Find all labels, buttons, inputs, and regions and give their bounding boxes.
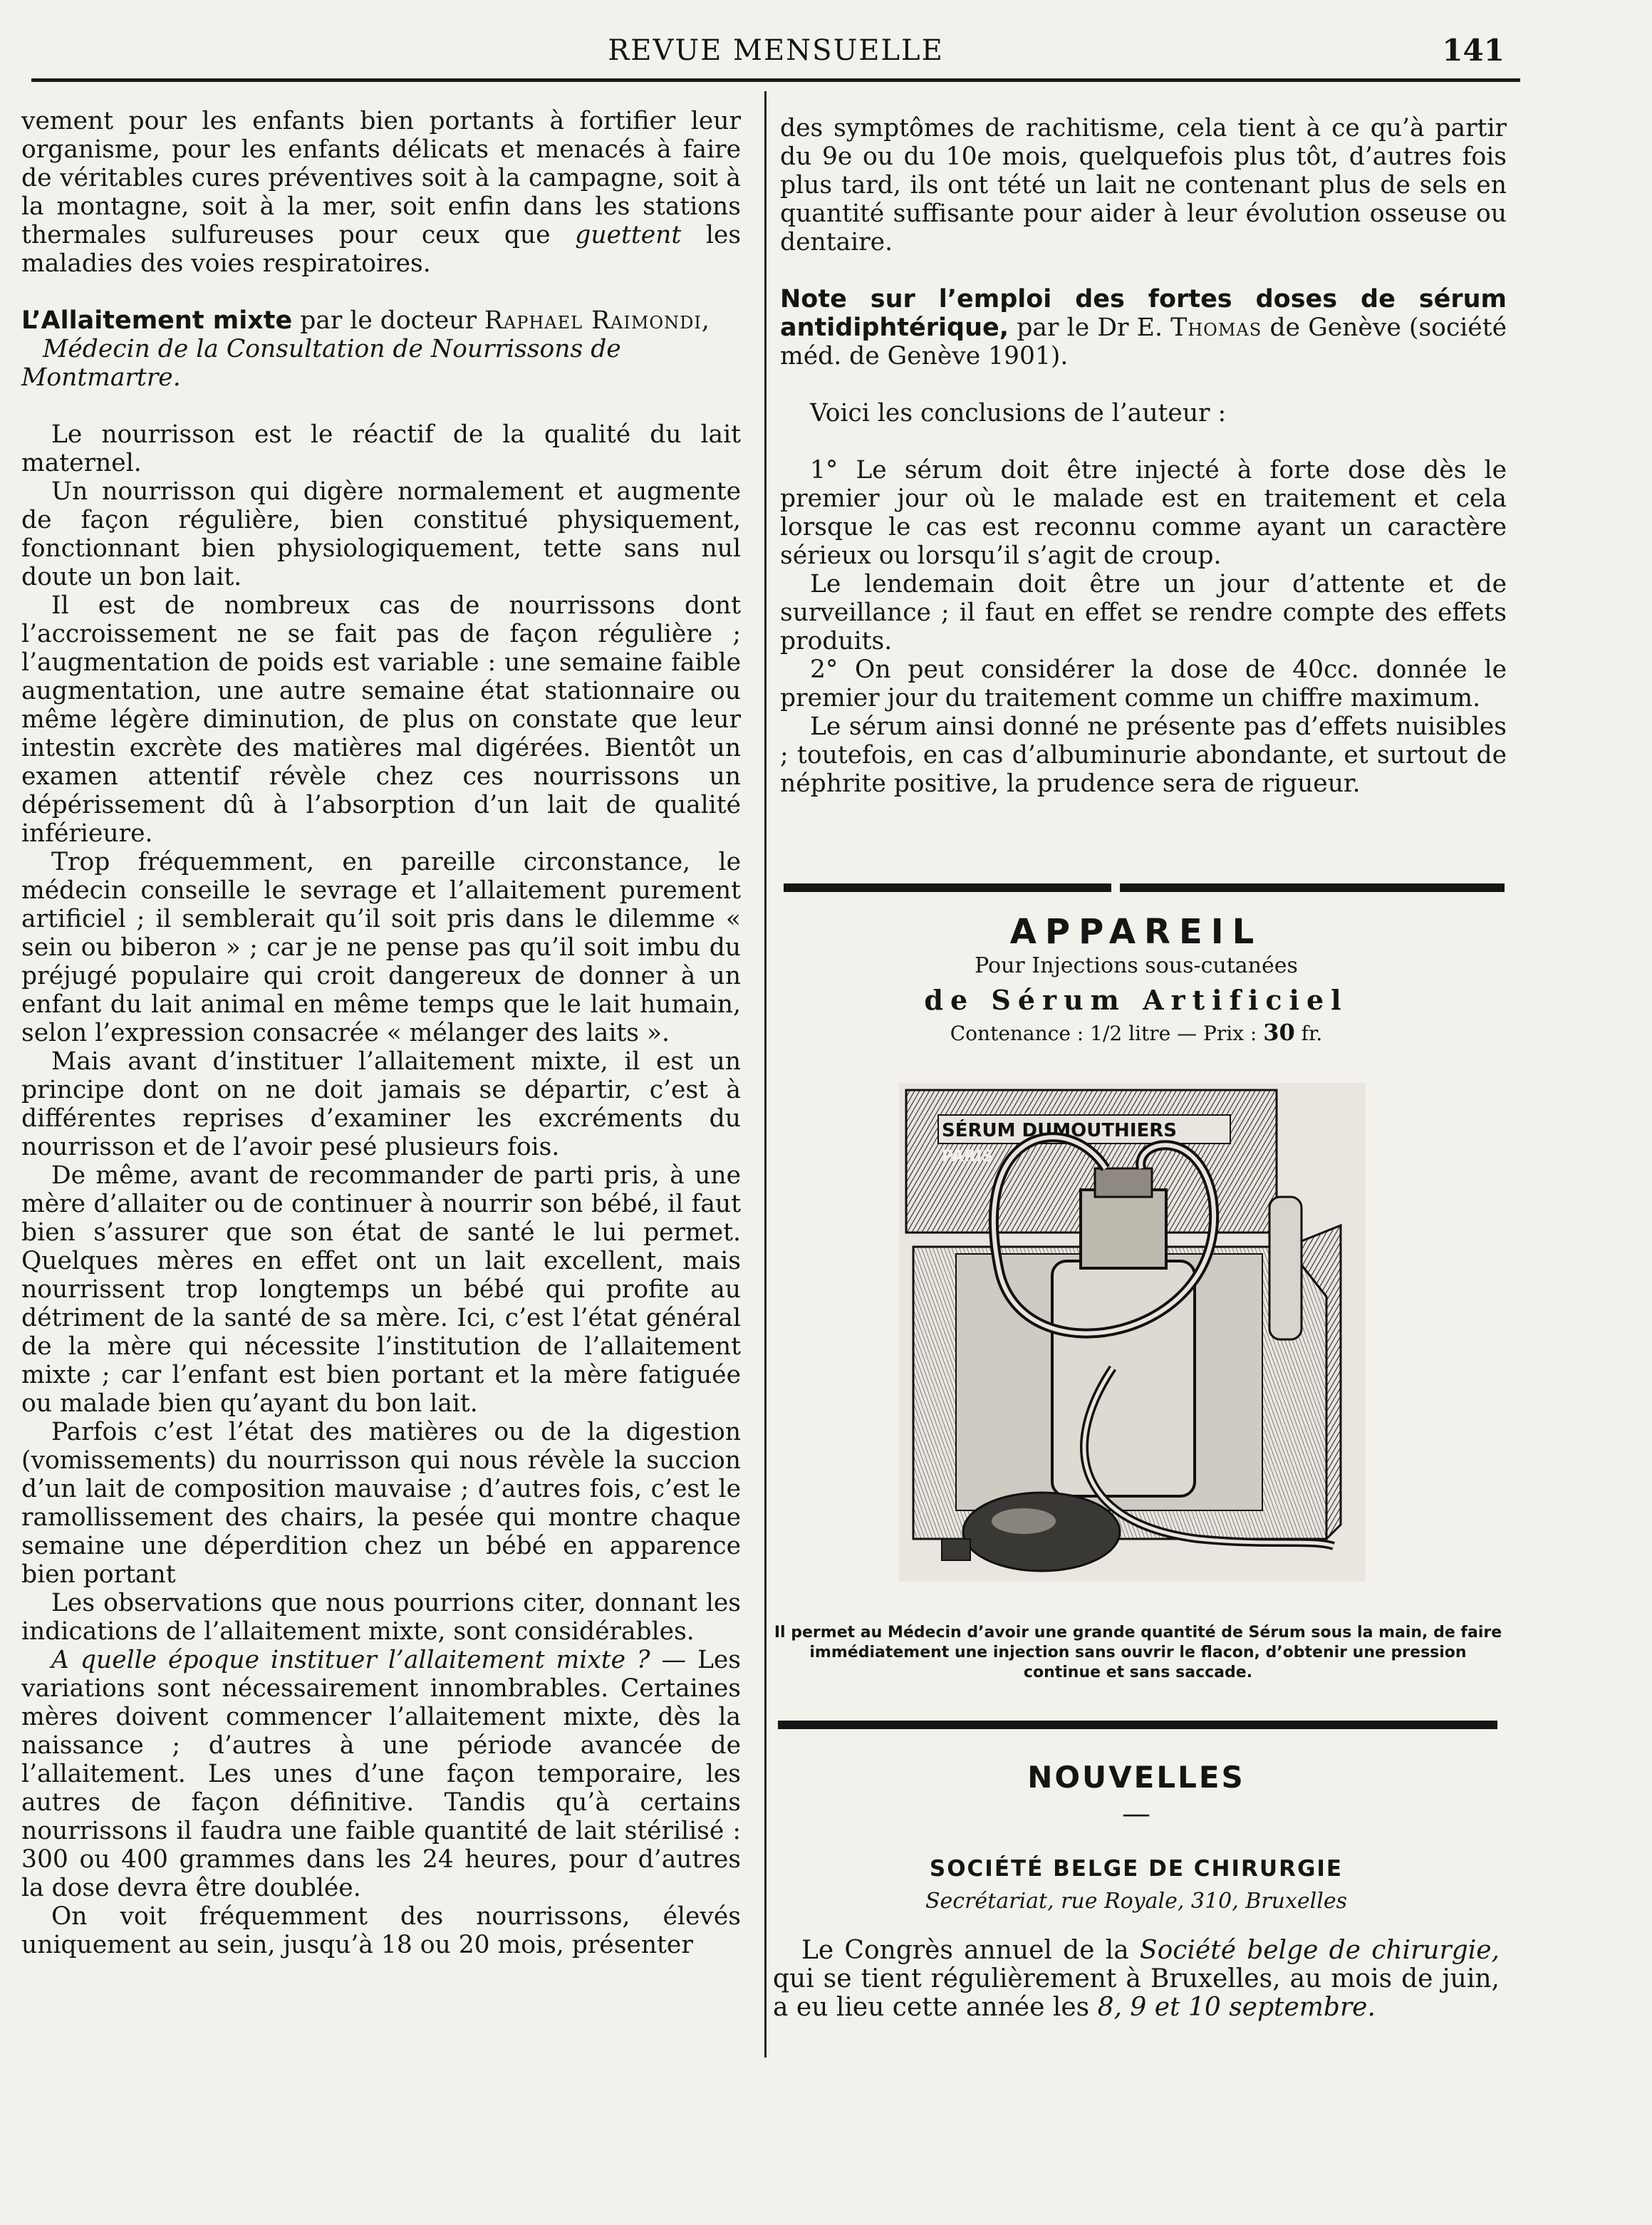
- article-heading: L’Allaitement mixte par le docteur Raphael Raimondi, Médecin de la Consultation de Nourrissons de Montmartre.: [21, 306, 710, 392]
- note-title: Note sur l’emploi des fortes doses de sérum antidiphtérique,: [780, 285, 1507, 342]
- advertisement: [773, 905, 1500, 1046]
- paragraph: Le lendemain doit être un jour d’attente et de surveillance ; il faut en effet se rendre compte des effets produits.: [780, 570, 1507, 655]
- note-author: Thomas: [1170, 313, 1262, 342]
- paragraph: 1° Le sérum doit être injecté à forte dose dès le premier jour où le malade est en traitement et cela lorsque le cas est reconnu comme ayant un caractère sérieux ou lorsqu’il s’agit de croup.: [780, 456, 1507, 570]
- ad-title: APPAREIL: [1009, 912, 1263, 952]
- news-paragraph: Le Congrès annuel de la Société belge de chirurgie, qui se tient régulièrement à Bruxelles, au mois de juin, a eu lieu cette année les 8, 9 et 10 septembre.: [773, 1936, 1500, 2022]
- ad-price: 30: [1263, 1019, 1295, 1046]
- paragraph: Mais avant d’instituer l’allaitement mixte, il est un principe dont on ne doit jamais se départir, c’est à différentes reprises d’examiner les excréments du nourrisson et de l’avoir pesé plusieurs fois.: [21, 1047, 741, 1161]
- article-title: L’Allaitement mixte: [21, 306, 293, 335]
- paragraph: On voit fréquemment des nourrissons, élevés uniquement au sein, jusqu’à 18 ou 20 mois, présenter: [21, 1902, 741, 1959]
- box-label-brand: SÉRUM DUMOUTHIERS: [942, 1120, 1178, 1141]
- ad-caption: Il permet au Médecin d’avoir une grande quantité de Sérum sous la main, de faire immédiatement une injection sans ouvrir le flacon, d’obtenir une pression continue et sans saccade.: [774, 1624, 1502, 1681]
- box-label-city: PARIS: [942, 1148, 994, 1166]
- ad-top-rule-right: [1120, 883, 1505, 892]
- news-heading: NOUVELLES: [1027, 1760, 1245, 1795]
- running-header: [31, 28, 1520, 82]
- ad-top-rule-left: [784, 883, 1111, 892]
- intro-paragraph: vement pour les enfants bien portants à fortifier leur organisme, pour les enfants délicats et menacés à faire de véritables cures préventives soit à la campagne, soit à la montagne, soit à la mer, soit enfin dans les stations thermales sulfureuses pour ceux que guettent les maladies des voies respiratoires.: [21, 107, 742, 278]
- continuation-paragraph: des symptômes de rachitisme, cela tient à ce qu’à partir du 9e ou du 10e mois, quelquefois plus tôt, d’autres fois plus tard, ils ont tété un lait ne contenant plus de sels en quantité suffisante pour aider à leur évolution osseuse ou dentaire.: [780, 114, 1507, 256]
- right-column: [780, 114, 1507, 798]
- ad-line2: de Sérum Artificiel: [924, 984, 1349, 1016]
- page-number: 141: [1442, 33, 1505, 68]
- paragraph: Parfois c’est l’état des matières ou de la digestion (vomissements) du nourrisson qui nous révèle la succion d’un lait de composition mauvaise ; d’autres fois, c’est le ramollissement des chairs, la pesée qui montre chaque semaine une déperdition chez un bébé en apparence bien portant: [21, 1418, 741, 1589]
- paragraph: Le sérum ainsi donné ne présente pas d’effets nuisibles ; toutefois, en cas d’albuminurie abondante, et surtout de néphrite positive, la prudence sera de rigueur.: [780, 712, 1507, 798]
- article-affiliation: Médecin de la Consultation de Nourrissons de Montmartre.: [21, 335, 621, 392]
- column-divider: [764, 91, 767, 2058]
- society-address: Secrétariat, rue Royale, 310, Bruxelles: [925, 1889, 1347, 1914]
- article-author: Raphael Raimondi,: [484, 306, 710, 335]
- paragraph: 2° On peut considérer la dose de 40cc. donnée le premier jour du traitement comme un chiffre maximum.: [780, 655, 1507, 712]
- news-section: [773, 1760, 1500, 2022]
- paragraph: De même, avant de recommander de parti pris, à une mère d’allaiter ou de continuer à nourrir son bébé, il faut bien s’assurer que son état de santé le lui permet. Quelques mères en effet ont un lait excellent, mais nourrissent trop longtemps un bébé qui profite au détriment de la santé de sa mère. Ici, c’est l’état général de la mère qui nécessite l’institution de l’allaitement mixte ; car l’enfant est bien portant et la mère fatiguée ou malade bien qu’ayant du bon lait.: [21, 1161, 741, 1418]
- news-dash: —: [1122, 1798, 1150, 1830]
- paragraph: Les observations que nous pourrions citer, donnant les indications de l’allaitement mixte, sont considérables.: [21, 1589, 741, 1646]
- left-column: [21, 107, 741, 1959]
- society-heading: SOCIÉTÉ BELGE DE CHIRURGIE: [929, 1856, 1344, 1882]
- paragraph: Le nourrisson est le réactif de la qualité du lait maternel.: [21, 420, 741, 477]
- news-top-rule: [778, 1721, 1497, 1729]
- paragraph: A quelle époque instituer l’allaitement mixte ? — Les variations sont nécessairement innombrables. Certaines mères doivent commencer l’allaitement mixte, dès la naissance ; d’autres à une période avancée de l’allaitement. Les unes d’une façon temporaire, les autres de façon définitive. Tandis qu’à certains nourrissons il faudra une faible quantité de lait stérilisé : 300 ou 400 grammes dans les 24 heures, pour d’autres la dose devra être doublée.: [21, 1646, 742, 1902]
- ad-line3: Contenance : 1/2 litre — Prix : 30 fr.: [950, 1019, 1323, 1046]
- note-heading: Note sur l’emploi des fortes doses de sérum antidiphtérique, par le Dr E. Thomas de Genève (société méd. de Genève 1901).: [780, 285, 1507, 370]
- paragraph: Trop fréquemment, en pareille circonstance, le médecin conseille le sevrage et l’allaitement purement artificiel ; il semblerait qu’il soit pris dans le dilemme « sein ou biberon » ; car je ne pense pas qu’il soit imbu du préjugé populaire qui croit dangereux de donner à un enfant du lait animal en même temps que le lait humain, selon l’expression consacrée « mélanger des laits ».: [21, 848, 741, 1047]
- journal-title: REVUE MENSUELLE: [608, 34, 944, 67]
- paragraph: Il est de nombreux cas de nourrissons dont l’accroissement ne se fait pas de façon régulière ; l’augmentation de poids est variable : une semaine faible augmentation, une autre semaine état stationnaire ou même légère diminution, de plus on constate que leur intestin excrète des matières mal digérées. Bientôt un examen attentif révèle chez ces nourrissons un dépérissement dû à l’absorption d’un lait de qualité inférieure.: [21, 591, 741, 848]
- paragraph: Un nourrisson qui digère normalement et augmente de façon régulière, bien constitué physiquement, fonctionnant bien physiologiquement, tette sans nul doute un bon lait.: [21, 477, 741, 591]
- paragraph: Voici les conclusions de l’auteur :: [810, 399, 1227, 427]
- serum-apparatus-illustration: [899, 1083, 1366, 1582]
- ad-line1: Pour Injections sous-cutanées: [975, 953, 1298, 978]
